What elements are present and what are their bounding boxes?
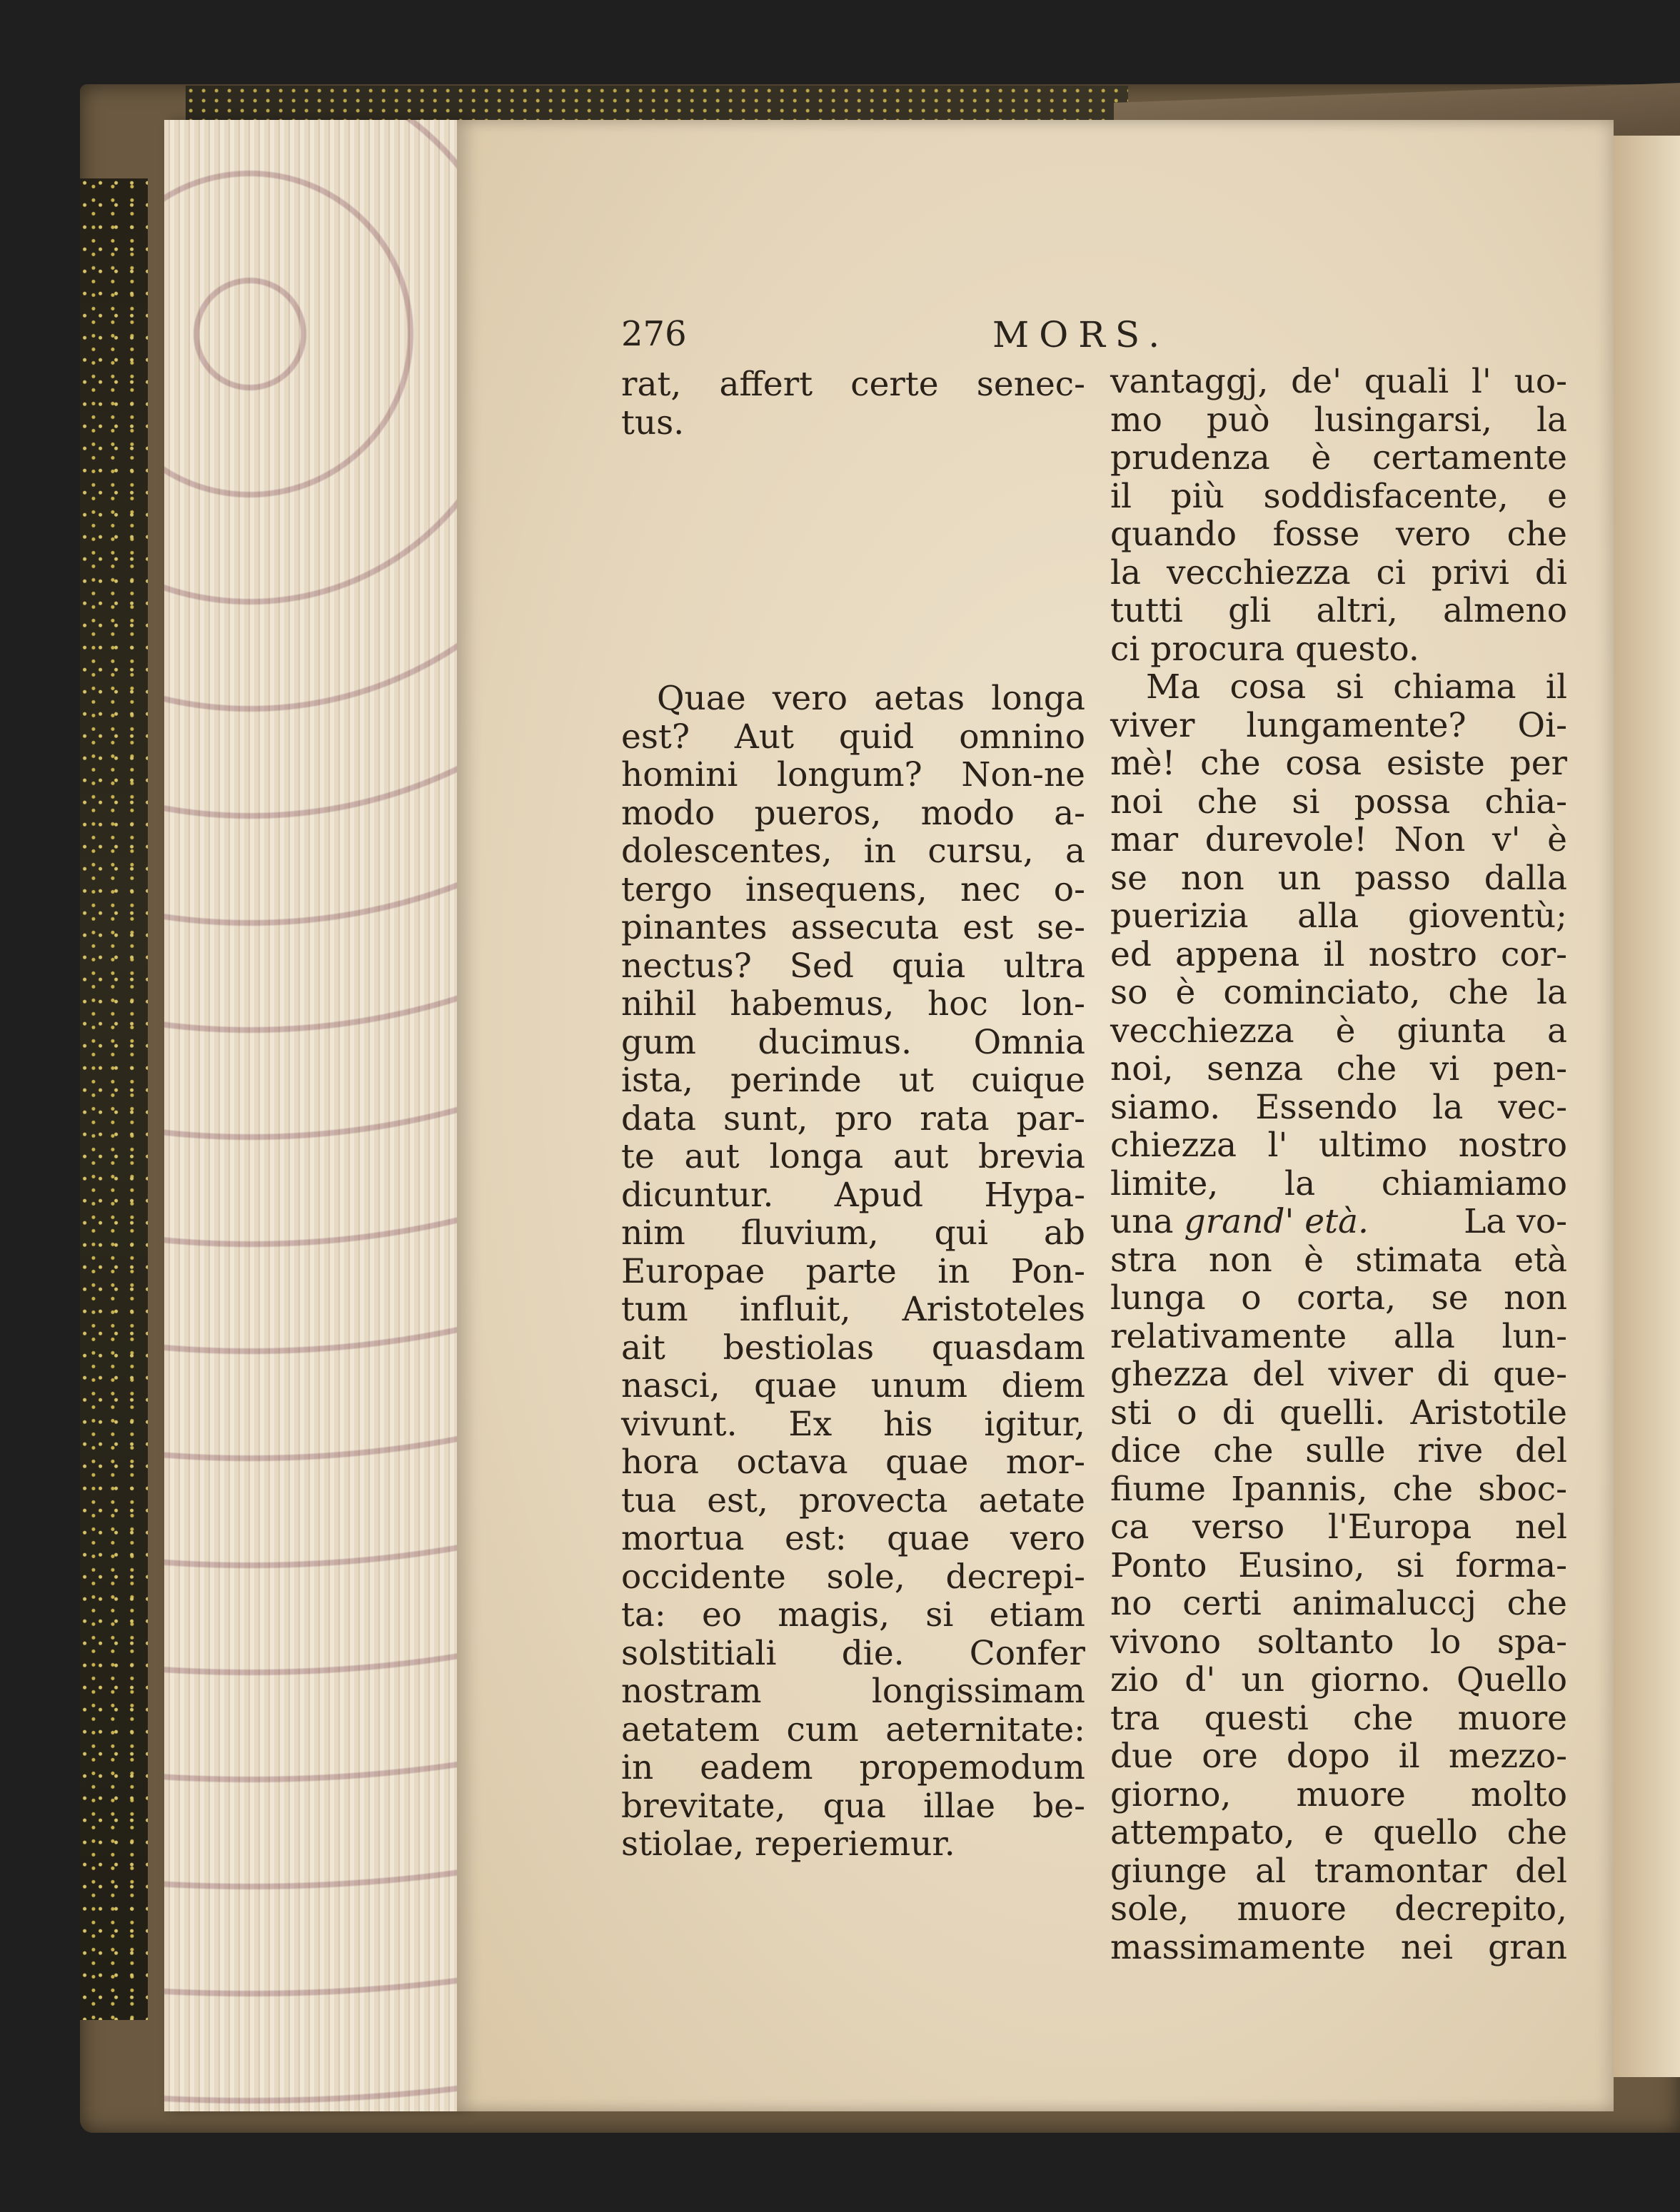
text-line: solstitiali die. Confer xyxy=(621,1633,1085,1673)
text-line: modo pueros, modo a- xyxy=(621,793,1085,833)
text-line: stiolae, reperiemur. xyxy=(621,1824,955,1864)
text-line: aetatem cum aeternitate: xyxy=(621,1709,1085,1749)
text-line: nasci, quae unum diem xyxy=(621,1366,1085,1405)
text-line: prudenza è certamente xyxy=(1110,438,1567,478)
text-line: ista, perinde ut cuique xyxy=(621,1061,1085,1100)
text-line: chiezza l' ultimo nostro xyxy=(1110,1126,1567,1165)
text-line: gum ducimus. Omnia xyxy=(621,1022,1085,1062)
text-line: vecchiezza è giunta a xyxy=(1110,1011,1567,1051)
text-line: ci procura questo. xyxy=(1110,629,1419,669)
text-line: brevitate, qua illae be- xyxy=(621,1786,1085,1826)
page-title: MORS. xyxy=(992,314,1170,355)
text-line: quando fosse vero che xyxy=(1110,515,1567,554)
text-line: se non un passo dalla xyxy=(1110,858,1567,898)
text-line: te aut longa aut brevia xyxy=(621,1137,1085,1176)
text-line: Europae parte in Pon- xyxy=(621,1251,1085,1291)
text-line: massimamente nei gran xyxy=(1110,1927,1567,1967)
text-line: noi, senza che vi pen- xyxy=(1110,1049,1567,1089)
text-line: ta: eo magis, si etiam xyxy=(621,1595,1085,1635)
text-line: zio d' un giorno. Quello xyxy=(1110,1660,1567,1700)
text-line: nectus? Sed quia ultra xyxy=(621,946,1085,986)
text-line: tum influit, Aristoteles xyxy=(621,1290,1085,1329)
text-line: Ponto Eusino, si forma- xyxy=(1110,1545,1567,1585)
text-line: dolescentes, in cursu, a xyxy=(621,832,1085,871)
text-line: giunge al tramontar del xyxy=(1110,1851,1567,1891)
running-head xyxy=(621,314,1592,364)
text-line: occidente sole, decrepi- xyxy=(621,1557,1085,1597)
text-line: nim fluvium, qui ab xyxy=(621,1213,1085,1253)
latin-column-top xyxy=(621,365,1085,442)
text-line: no certi animaluccj che xyxy=(1110,1584,1567,1623)
text-line: lunga o corta, se non xyxy=(1110,1278,1567,1318)
text-line: homini longum? Non-ne xyxy=(621,755,1085,794)
page-fore-edge xyxy=(164,120,464,2111)
text-line: tua est, provecta aetate xyxy=(621,1480,1085,1520)
text-line: dicuntur. Apud Hypa- xyxy=(621,1175,1085,1215)
text-line: vantaggj, de' quali l' uo- xyxy=(1110,362,1567,401)
text-line: tutti gli altri, almeno xyxy=(1110,591,1567,630)
text-line: Ma cosa si chiama il xyxy=(1146,667,1567,707)
text-line: nostram longissimam xyxy=(621,1672,1085,1711)
text-line: fiume Ipannis, che sboc- xyxy=(1110,1469,1567,1509)
italic-phrase: grand' età. xyxy=(1184,1202,1369,1241)
text-line: in eadem propemodum xyxy=(621,1748,1085,1787)
text-line: so è cominciato, che la xyxy=(1110,973,1567,1012)
text-line: viver lungamente? Oi- xyxy=(1110,705,1567,745)
text-line: mar durevole! Non v' è xyxy=(1110,820,1567,859)
text-line: mè! che cosa esiste per xyxy=(1110,744,1567,783)
latin-column xyxy=(621,680,1085,1864)
text-line: pinantes assecuta est se- xyxy=(621,908,1085,947)
text-line: tergo insequens, nec o- xyxy=(621,869,1085,909)
text-line: siamo. Essendo la vec- xyxy=(1110,1087,1567,1127)
text-line: limite, la chiamiamo xyxy=(1110,1163,1567,1203)
text-line: giorno, muore molto xyxy=(1110,1774,1567,1814)
text-line: la vecchiezza ci privi di xyxy=(1110,552,1567,592)
text-line: mortua est: quae vero xyxy=(621,1519,1085,1558)
text-line: est? Aut quid omnino xyxy=(621,717,1085,757)
text-line: Quae vero aetas longa xyxy=(657,679,1085,718)
text-line: vivunt. Ex his igitur, xyxy=(621,1404,1085,1444)
marbled-cover-board xyxy=(80,178,148,2020)
text-line: data sunt, pro rata par- xyxy=(621,1099,1085,1138)
text-line: nihil habemus, hoc lon- xyxy=(621,984,1085,1024)
text-line: ca verso l'Europa nel xyxy=(1110,1508,1567,1547)
italian-column xyxy=(1110,363,1567,1966)
text-line: sti o di quelli. Aristotile xyxy=(1110,1393,1567,1433)
facing-page-gutter xyxy=(1614,136,1680,2077)
text-line: noi che si possa chia- xyxy=(1110,782,1567,822)
text-segment: una xyxy=(1110,1202,1174,1241)
text-line: attempato, e quello che xyxy=(1110,1813,1567,1852)
text-line: stra non è stimata età xyxy=(1110,1240,1567,1280)
text-line: tra questi che muore xyxy=(1110,1698,1567,1738)
text-line: relativamente alla lun- xyxy=(1110,1316,1567,1356)
text-line: ghezza del viver di que- xyxy=(1110,1355,1567,1394)
text-line: hora octava quae mor- xyxy=(621,1443,1085,1482)
text-line: rat, affert certe senec- xyxy=(621,365,1085,404)
text-line: vivono soltanto lo spa- xyxy=(1110,1622,1567,1662)
text-line: ed appena il nostro cor- xyxy=(1110,934,1567,974)
text-line: puerizia alla gioventù; xyxy=(1110,897,1567,936)
marbled-top-edge xyxy=(186,86,1128,123)
text-line: tus. xyxy=(621,403,685,443)
page-number: 276 xyxy=(621,314,687,354)
text-line: sole, muore decrepito, xyxy=(1110,1889,1567,1929)
text-segment: La vo- xyxy=(1464,1202,1567,1241)
text-line: due ore dopo il mezzo- xyxy=(1110,1737,1567,1776)
text-line: dice che sulle rive del xyxy=(1110,1431,1567,1470)
text-line: mo può lusingarsi, la xyxy=(1110,400,1567,440)
text-line: ait bestiolas quasdam xyxy=(621,1328,1085,1368)
text-line-mixed xyxy=(1110,1203,1567,1241)
text-line: il più soddisfacente, e xyxy=(1110,476,1567,516)
